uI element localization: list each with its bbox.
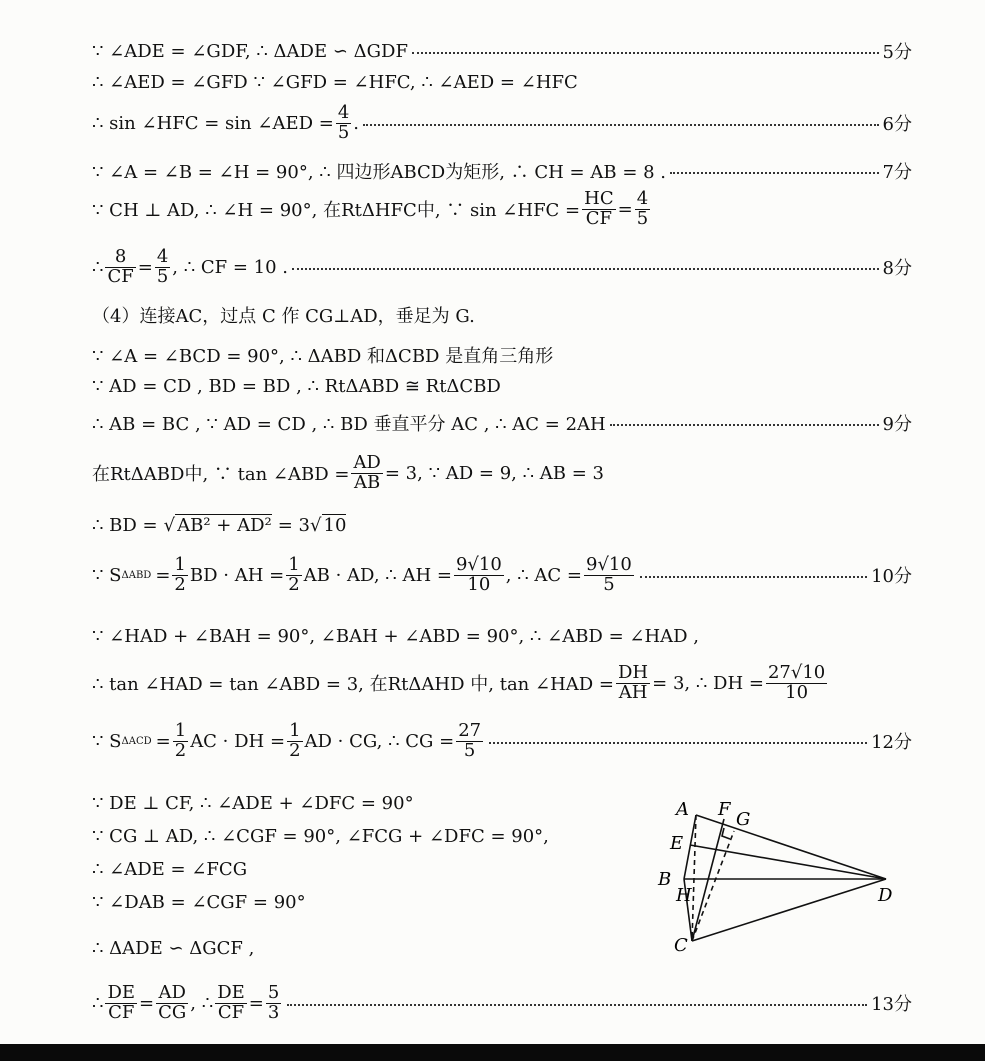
line-2: ∴ ∠AED = ∠GFD ∵ ∠GFD = ∠HFC, ∴ ∠AED = ∠HFC	[92, 72, 578, 93]
line-19: ∴ ∠ADE = ∠FCG	[92, 859, 248, 880]
label-d: D	[878, 885, 893, 906]
line-22: ∴ $\frac{DE}{CF}$ = $\frac{AD}{CG}$ , ∴ $\frac{DE}{CF}$ = $\frac{5}{3}$ 13分	[92, 982, 912, 1023]
leader-dots	[292, 268, 879, 270]
score-mark: 9分	[882, 414, 912, 435]
fraction: $\frac{27}{5}$	[458, 720, 482, 761]
line-6: ∴ $\frac{8}{CF}$ = $\frac{4}{5}$ , ∴ CF = 10 . 8分	[92, 246, 912, 287]
fraction: $\frac{HC}{CF}$	[584, 188, 614, 229]
line-20: ∵ ∠DAB = ∠CGF = 90°	[92, 892, 306, 913]
fraction: $\frac{1}{2}$	[288, 554, 300, 595]
label-g: G	[736, 809, 751, 830]
label-e: E	[670, 833, 684, 854]
score-mark: 12分	[871, 732, 912, 754]
fraction: $\frac{1}{2}$	[289, 720, 301, 761]
segment-cd	[692, 879, 886, 941]
segment-ad	[696, 815, 886, 879]
line-4: ∵ ∠A = ∠B = ∠H = 90°, ∴ 四边形ABCD为矩形, ∴ CH = AB = 8 . 7分	[92, 158, 912, 184]
line-15: ∴ tan ∠HAD = tan ∠ABD = 3, 在RtΔAHD 中, tan ∠HAD = $\frac{DH}{AH}$ = 3, ∴ DH = $\frac{27√10}{10}$	[92, 662, 826, 703]
leader-dots	[363, 124, 879, 126]
fraction: $\frac{8}{CF}$	[107, 246, 134, 287]
segment-ed	[690, 845, 886, 879]
line-12: ∴ BD = √ AB² + AD² = 3 √ 10	[92, 514, 347, 536]
score-mark: 8分	[882, 258, 912, 280]
leader-dots	[287, 1004, 867, 1006]
score-mark: 7分	[882, 162, 912, 183]
fraction: $\frac{1}{2}$	[174, 554, 186, 595]
line-3: ∴ sin ∠HFC = sin ∠AED = $\frac{4}{5}$ . 6分	[92, 102, 912, 143]
line-8: ∵ ∠A = ∠BCD = 90°, ∴ ΔABD 和ΔCBD 是直角三角形	[92, 346, 554, 367]
leader-dots	[412, 52, 879, 54]
label-b: B	[658, 869, 672, 890]
line-21: ∴ ΔADE ∽ ΔGCF ,	[92, 938, 255, 959]
score-mark: 10分	[871, 566, 912, 588]
score-mark: 5分	[882, 42, 912, 63]
segment-cg	[692, 831, 734, 941]
fraction: $\frac{9√10}{10}$	[455, 554, 502, 595]
fraction: $\frac{1}{2}$	[174, 720, 187, 761]
geometry-figure	[650, 795, 910, 955]
fraction: $\frac{AD}{CG}$	[158, 982, 187, 1023]
label-a: A	[676, 799, 689, 820]
score-mark: 6分	[882, 114, 912, 136]
fraction: $\frac{AD}{AB}$	[353, 452, 381, 493]
label-h: H	[676, 885, 692, 906]
fraction: $\frac{4}{5}$	[337, 102, 350, 143]
line-17: ∵ DE ⊥ CF, ∴ ∠ADE + ∠DFC = 90°	[92, 793, 414, 814]
line-13: ∵ S ΔABD = $\frac{1}{2}$ BD · AH = $\frac{1}{2}$ AB · AD, ∴ AH = $\frac{9√10}{10}$ , ∴ AC = $\frac{9√10}{5}$ 10分	[92, 554, 912, 595]
segment-cf	[692, 819, 724, 941]
fraction: $\frac{4}{5}$	[636, 188, 649, 229]
line-7: （4）连接AC，过点 C 作 CG⊥AD，垂足为 G.	[92, 306, 475, 327]
label-c: C	[674, 935, 688, 955]
line-9: ∵ AD = CD , BD = BD , ∴ RtΔABD ≅ RtΔCBD	[92, 376, 501, 397]
line-16: ∵ S ΔACD = $\frac{1}{2}$ AC · DH = $\frac{1}{2}$ AD · CG, ∴ CG = $\frac{27}{5}$ 12分	[92, 720, 912, 761]
bottom-edge-bar	[0, 1044, 985, 1061]
line-14: ∵ ∠HAD + ∠BAH = 90°, ∠BAH + ∠ABD = 90°, ∴ ∠ABD = ∠HAD ,	[92, 626, 700, 647]
fraction: $\frac{5}{3}$	[267, 982, 280, 1023]
fraction: $\frac{4}{5}$	[156, 246, 169, 287]
leader-dots	[640, 576, 867, 578]
right-angle-mark	[722, 828, 730, 839]
fraction: $\frac{9√10}{5}$	[586, 554, 632, 595]
line-1: ∵ ∠ADE = ∠GDF, ∴ ΔADE ∽ ΔGDF 5分	[92, 38, 912, 64]
fraction: $\frac{DE}{CF}$	[217, 982, 245, 1023]
label-f: F	[718, 799, 731, 820]
line-5: ∵ CH ⊥ AD, ∴ ∠H = 90°, 在RtΔHFC中, ∵ sin ∠HFC = $\frac{HC}{CF}$ = $\frac{4}{5}$	[92, 188, 649, 229]
leader-dots	[610, 424, 879, 426]
leader-dots	[489, 742, 867, 744]
leader-dots	[670, 172, 879, 174]
line-18: ∵ CG ⊥ AD, ∴ ∠CGF = 90°, ∠FCG + ∠DFC = 90°,	[92, 826, 549, 847]
line-11: 在RtΔABD中, ∵ tan ∠ABD = $\frac{AD}{AB}$ = 3, ∵ AD = 9, ∴ AB = 3	[92, 452, 604, 493]
score-mark: 13分	[871, 994, 912, 1016]
fraction: $\frac{27√10}{10}$	[767, 662, 826, 703]
fraction: $\frac{DH}{AH}$	[618, 662, 649, 703]
fraction: $\frac{DE}{CF}$	[107, 982, 136, 1023]
line-10: ∴ AB = BC , ∵ AD = CD , ∴ BD 垂直平分 AC , ∴ AC = 2AH 9分	[92, 410, 912, 436]
